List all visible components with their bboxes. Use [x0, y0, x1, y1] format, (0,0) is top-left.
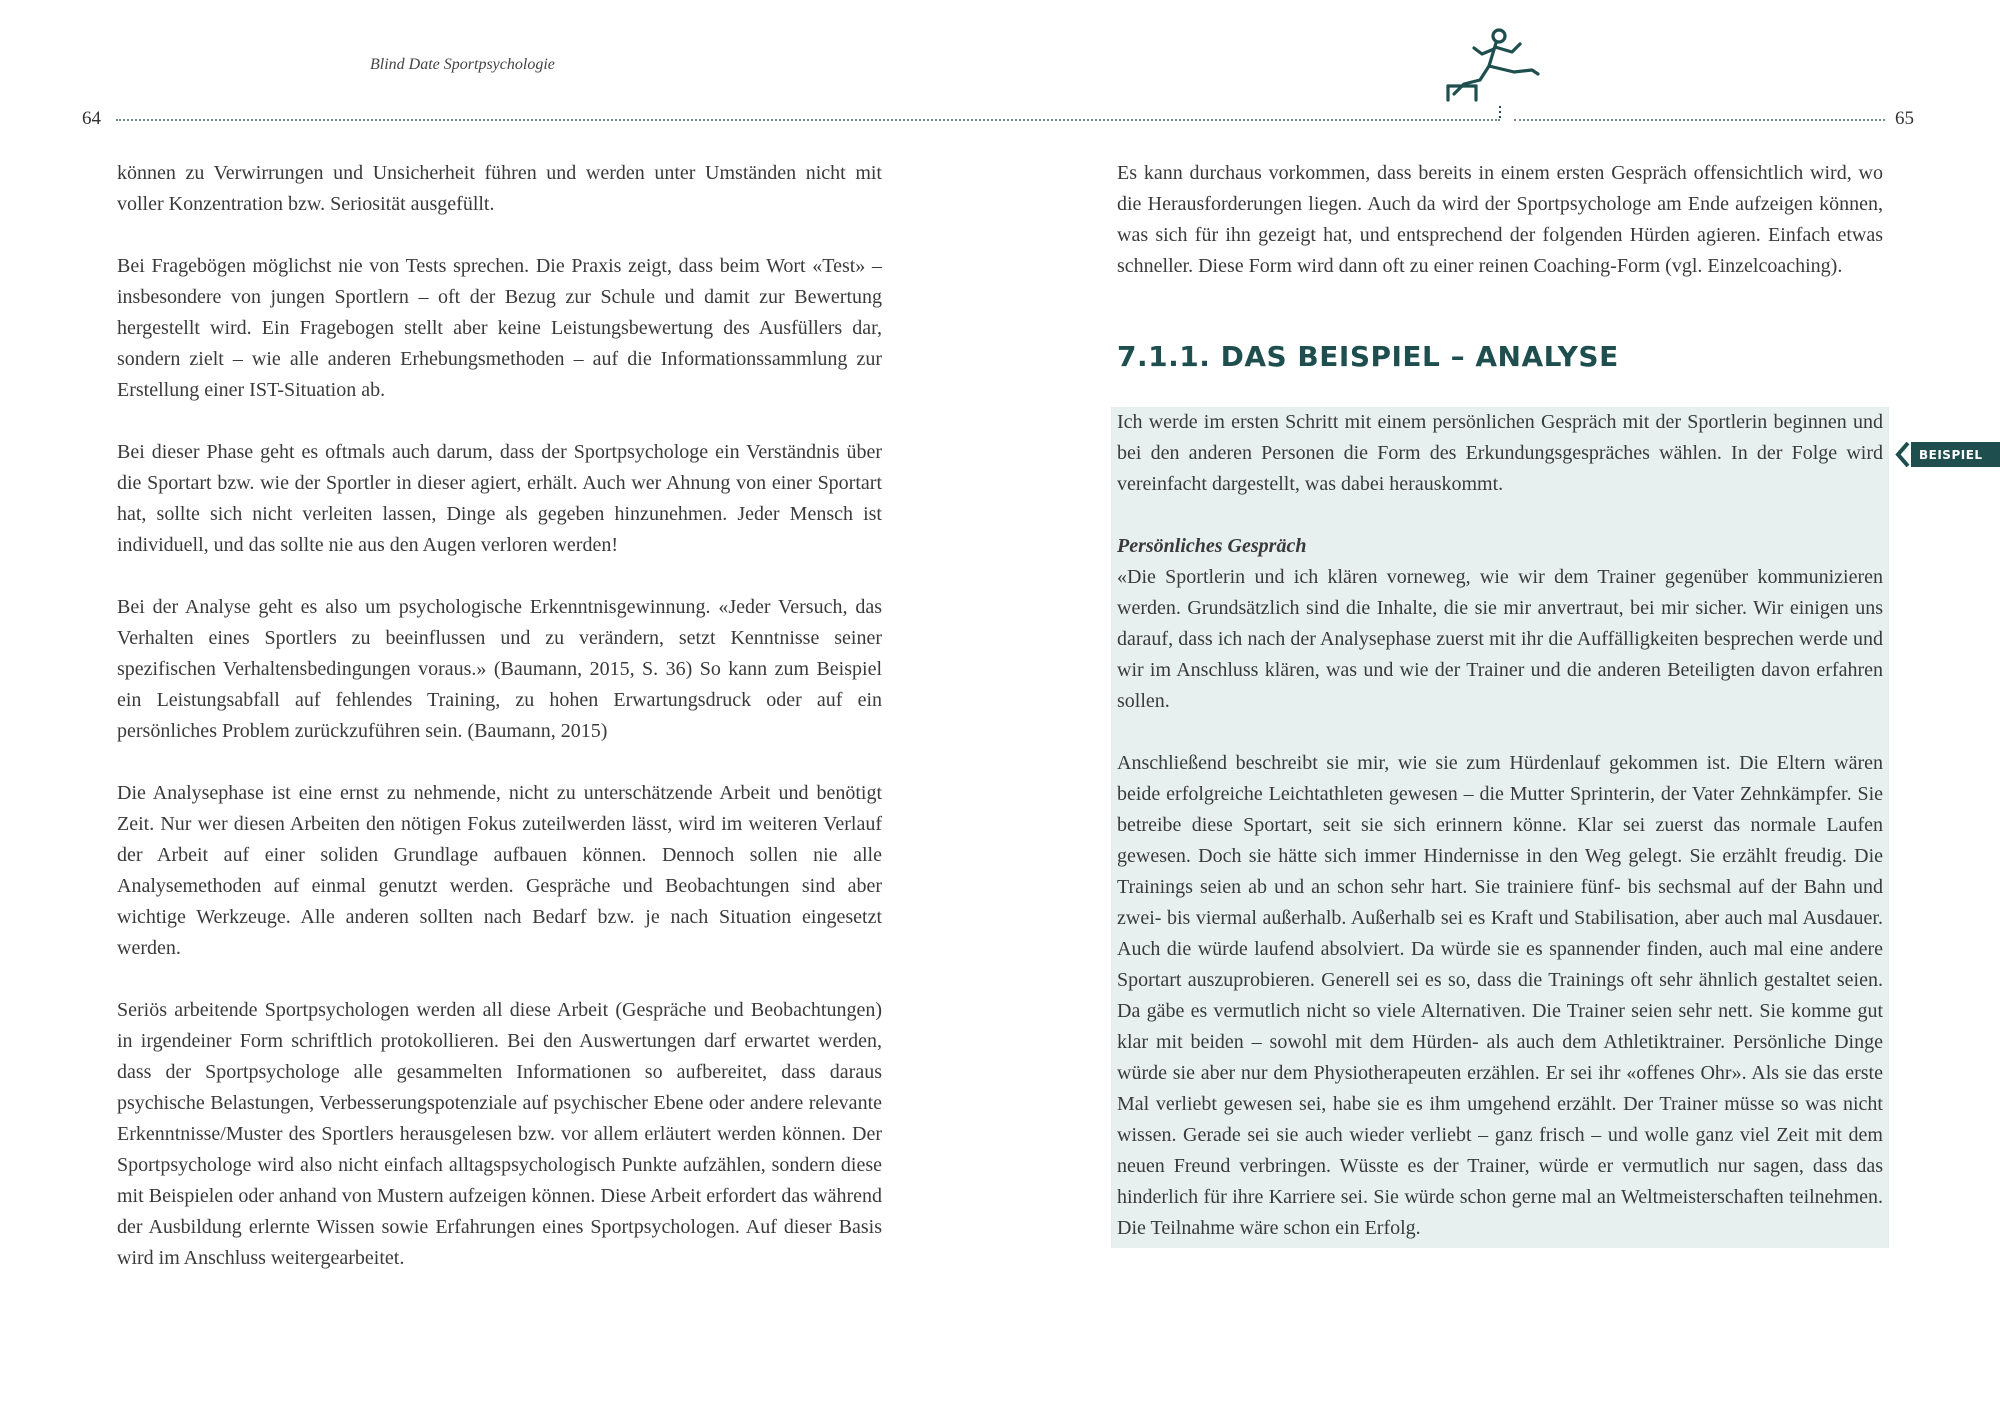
- left-page-column: [117, 158, 882, 1305]
- interview-block: [1117, 531, 1883, 717]
- section-heading: 7.1.1. DAS BEISPIEL – ANALYSE: [1117, 340, 1619, 373]
- paragraph: Bei Fragebögen möglichst nie von Tests sprechen. Die Praxis zeigt, dass beim Wort «Test» – insbesondere von jungen Sportlern – oft der Bezug zur Schule und damit zur Bewertung hergestellt wird. Ein Fragebogen stellt aber keine Leistungsbewertung des Ausfüllers dar, sondern zielt – wie alle anderen Erhebungsmethoden – auf die Informationssammlung zur Erstellung einer IST-Situation ab.: [117, 255, 882, 401]
- running-title: Blind Date Sportpsychologie: [370, 56, 555, 73]
- paragraph: können zu Verwirrungen und Unsicherheit führen und werden unter Umständen nicht mit voller Konzentration bzw. Seriosität ausgefüllt.: [117, 162, 882, 215]
- example-margin-tag: [1895, 442, 2000, 467]
- header-dotted-rule-right: [1514, 119, 1885, 121]
- paragraph: Es kann durchaus vorkommen, dass bereits in einem ersten Gespräch offensichtlich wird, wo die Herausforderungen liegen. Auch da wird der Sportpsychologe am Ende aufzeigen können, was sich für ihn gezeigt hat, und entsprechend der folgenden Hürden agieren. Einfach etwas schneller. Diese Form wird dann oft zu einer reinen Coaching-Form (vgl. Einzelcoaching).: [1117, 162, 1883, 277]
- chevron-left-icon: [1895, 442, 1911, 467]
- header-dotted-rule-left: [116, 119, 1500, 121]
- paragraph: Ich werde im ersten Schritt mit einem persönlichen Gespräch mit der Sportlerin beginnen und bei den anderen Personen die Form des Erkundungsgespräches wählen. In der Folge wird vereinfacht dargestellt, was dabei herauskommt.: [1117, 411, 1883, 495]
- page-number-left: 64: [82, 108, 101, 129]
- tag-label: BEISPIEL: [1911, 442, 2000, 467]
- paragraph: Seriös arbeitende Sportpsychologen werden all diese Arbeit (Gespräche und Beobachtungen) in irgendeiner Form schriftlich protokollieren. Bei den Auswertungen darf erwartet werden, dass der Sportpsychologe alle gesammelten Informationen so aufbereitet, dass daraus psychische Belastungen, Verbesserungspotenziale auf psychischer Ebene oder andere relevante Erkenntnisse/Muster des Sportlers herausgelesen bzw. vor allem erläutert werden können. Der Sportpsychologe wird also nicht einfach alltagspsychologisch Punkte aufzählen, sondern diese mit Beispielen oder anhand von Mustern aufzeigen können. Diese Arbeit erfordert das während der Ausbildung erlernte Wissen sowie Erfahrungen eines Sportpsychologen. Auf dieser Basis wird im Anschluss weitergearbeitet.: [117, 999, 882, 1269]
- page-number-right: 65: [1895, 108, 1914, 129]
- subheading: Persönliches Gespräch: [1117, 535, 1307, 557]
- hurdler-icon: [1442, 22, 1548, 122]
- right-page-column: [1117, 158, 1883, 1248]
- paragraph: Bei dieser Phase geht es oftmals auch darum, dass der Sportpsychologe ein Verständnis über die Sportart bzw. wie der Sportler in dieser agiert, erhält. Auch wer Ahnung von einer Sportart hat, sollte sich nicht verleiten lassen, Dinge als gegeben hinzunehmen. Jeder Mensch ist individuell, und das sollte nie aus den Augen verloren werden!: [117, 441, 882, 556]
- paragraph: «Die Sportlerin und ich klären vorneweg, wie wir dem Trainer gegenüber kommunizieren werden. Grundsätzlich sind die Inhalte, die sie mir anvertraut, bei mir sicher. Wir einigen uns darauf, dass ich nach der Analysephase zuerst mit ihr die Auffälligkeiten besprechen werde und wir im Anschluss klären, was und wie der Trainer und die anderen Beteiligten davon erfahren sollen.: [1117, 566, 1883, 712]
- paragraph: Bei der Analyse geht es also um psychologische Erkenntnisgewinnung. «Jeder Versuch, das Verhalten eines Sportlers zu beeinflussen und zu verändern, setzt Kenntnisse seiner spezifischen Verhaltensbedingungen voraus.» (Baumann, 2015, S. 36) So kann zum Beispiel ein Leistungsabfall auf fehlendes Training, zu hohen Erwartungsdruck oder auf ein persönliches Problem zurückzuführen sein. (Baumann, 2015): [117, 596, 882, 742]
- paragraph: Die Analysephase ist eine ernst zu nehmende, nicht zu unterschätzende Arbeit und benötigt Zeit. Nur wer diesen Arbeiten den nötigen Fokus zuteilwerden lässt, wird im weiteren Verlauf der Arbeit auf einer soliden Grundlage aufbauen können. Dennoch sollen nie alle Analysemethoden auf einmal genutzt werden. Gespräche und Beobachtungen sind aber wichtige Werkzeuge. Alle anderen sollten nach Bedarf bzw. je nach Situation eingesetzt werden.: [117, 782, 882, 959]
- paragraph: Anschließend beschreibt sie mir, wie sie zum Hürdenlauf gekommen ist. Die Eltern wären beide erfolgreiche Leichtathleten gewesen – die Mutter Sprinterin, der Vater Zehnkämpfer. Sie betreibe diese Sportart, seit sie sich erinnern könne. Klar sei zuerst das normale Laufen gewesen. Doch sie hätte sich immer Hindernisse in den Weg gelegt. Sie erzählt freudig. Die Trainings seien ab und an schon sehr hart. Sie trainiere fünf- bis sechsmal auf der Bahn und zwei- bis viermal außerhalb. Außerhalb sei es Kraft und Stabilisation, aber auch mal Ausdauer. Auch die würde laufend absolviert. Da würde sie es spannender finden, auch mal eine andere Sportart auszuprobieren. Generell sei es so, dass die Trainings oft sehr ähnlich gestaltet seien. Da gäbe es vermutlich nicht so viele Alternativen. Die Trainer seien sehr nett. Sie komme gut klar mit beiden – sowohl mit dem Hürden- als auch dem Athletiktrainer. Persönliche Dinge würde sie aber nur dem Physiotherapeuten erzählen. Er sei ihr «offenes Ohr». Als sie das erste Mal verliebt gewesen sei, habe sie es ihm umgehend erzählt. Der Trainer müsse so was nicht wissen. Gerade sei sie auch wieder verliebt – ganz frisch – und wolle ganz viel Zeit mit dem neuen Freund verbringen. Wüsste es der Trainer, würde er vermutlich nur sagen, dass das hinderlich für ihre Karriere sei. Sie würde schon gerne mal an Weltmeisterschaften teilnehmen. Die Teilnahme wäre schon ein Erfolg.: [1117, 752, 1883, 1239]
- example-box: [1111, 407, 1889, 1248]
